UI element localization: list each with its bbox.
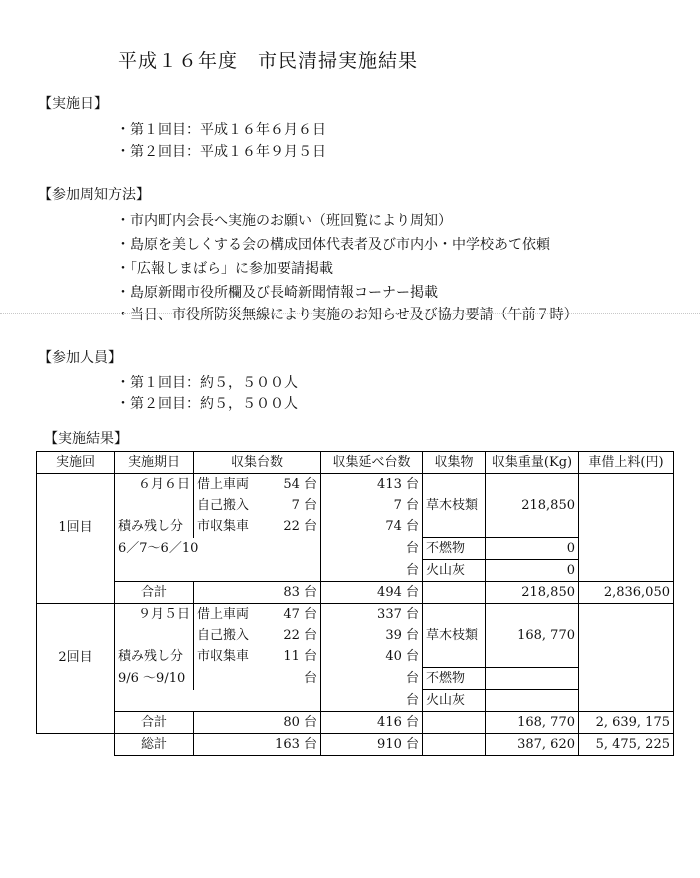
round2-date: ９月５日 [115,604,194,626]
table-cell: 2, 639, 175 [579,712,674,734]
page-title: 平成１６年度 市民清掃実施結果 [118,50,419,72]
table-cell: 74 台 [321,516,423,538]
table-cell: 40 台 [321,646,423,668]
table-cell [115,690,321,712]
table-cell [37,734,115,756]
table-row [37,495,674,516]
round2-label: 2回目 [37,604,115,712]
table-cell: 不燃物 [423,538,486,560]
round1-date: ６月６日 [115,474,194,496]
table-cell [423,604,486,626]
table-cell: 22 台 [261,516,321,538]
round1-leftover-label: 積み残し分 [115,516,194,538]
header-date: 実施期日 [115,452,194,474]
round1-subtotal-label: 合計 [115,582,194,604]
table-cell: 0 [486,538,579,560]
table-cell: 草木枝類 [423,625,486,646]
round1-leftover-range: 6／7～6／10 [115,538,321,560]
results-table [36,451,674,756]
table-cell: 台 [321,538,423,560]
table-cell: 借上車両 [197,607,250,622]
table-cell: 413 台 [321,474,423,496]
table-cell: 火山灰 [423,560,486,582]
table-cell: 台 [261,668,321,690]
notice-item-5: ・当日、市役所防災無線により実施のお知らせ及び協力要請（午前７時） [116,307,578,323]
table-cell: 494 台 [321,582,423,604]
notice-item-3: ・「広報しまばら」に参加要請掲載 [116,261,333,277]
table-cell: 47 台 [261,604,321,626]
table-cell: 0 [486,560,579,582]
table-cell: 5, 475, 225 [579,734,674,756]
grand-total-row [37,734,674,756]
header-collected-items: 収集物 [423,452,486,474]
table-header-row [37,452,674,474]
table-cell [423,646,486,668]
table-cell: 自己搬入 [197,498,250,513]
grand-total-label: 総計 [115,734,194,756]
dates-heading: 【実施日】 [38,96,108,112]
subtotal-row [37,582,674,604]
table-cell: 54 台 [261,474,321,496]
table-cell: 借上車両 [197,477,250,492]
notice-item-4: ・島原新聞市役所欄及び長崎新聞情報コーナー掲載 [116,285,438,301]
table-row [37,474,674,496]
table-cell [115,625,194,646]
table-cell: 218,850 [486,582,579,604]
table-cell [486,474,579,496]
table-cell: 416 台 [321,712,423,734]
table-cell [115,560,321,582]
round1-fee-blank [579,474,674,582]
header-fee: 車借上料(円) [579,452,674,474]
date-item-2: ・第２回目：平成１６年９月５日 [116,144,326,160]
round2-subtotal-label: 合計 [115,712,194,734]
table-cell: 市収集車 [197,519,250,535]
table-cell: 387, 620 [486,734,579,756]
table-cell [115,495,194,516]
table-row [37,538,674,560]
table-cell: 火山灰 [423,690,486,712]
people-item-2: ・第２回目：約５，５００人 [116,396,298,412]
round2-leftover-range: 9/6 ～9/10 [115,668,194,690]
table-row [37,646,674,668]
table-row [37,625,674,646]
table-cell: 11 台 [261,646,321,668]
table-row [37,690,674,712]
table-cell: 台 [321,690,423,712]
table-cell [486,690,579,712]
notice-item-2: ・島原を美しくする会の構成団体代表者及び市内小・中学校あて依頼 [116,237,550,253]
notice-heading: 【参加周知方法】 [38,187,150,203]
table-cell: 22 台 [261,625,321,646]
table-row [37,516,674,538]
table-cell: 自己搬入 [197,628,250,643]
table-cell [486,604,579,626]
table-cell [37,582,115,604]
date-item-1: ・第１回目：平成１６年６月６日 [116,122,326,138]
table-cell: 39 台 [321,625,423,646]
table-cell: 218,850 [486,495,579,516]
table-cell [486,668,579,690]
table-cell: 不燃物 [423,668,486,690]
table-cell [423,712,486,734]
table-cell [194,582,261,604]
header-weight: 収集重量(Kg) [486,452,579,474]
subtotal-row [37,712,674,734]
header-round: 実施回 [37,452,115,474]
table-cell: 80 台 [261,712,321,734]
table-cell: 168, 770 [486,625,579,646]
results-heading: 【実施結果】 [44,431,128,447]
header-vehicle-count: 収集台数 [194,452,321,474]
table-row [37,560,674,582]
header-total-trips: 収集延べ台数 [321,452,423,474]
table-cell: 7 台 [321,495,423,516]
notice-item-1: ・市内町内会長へ実施のお願い（班回覧により周知） [116,213,452,229]
table-cell [423,582,486,604]
table-cell: 草木枝類 [423,495,486,516]
table-cell [486,646,579,668]
table-cell [194,734,261,756]
table-cell: 市収集車 [197,649,250,665]
table-cell [423,516,486,538]
table-cell: 168, 770 [486,712,579,734]
table-row [37,668,674,690]
table-cell [37,712,115,734]
table-cell [486,516,579,538]
table-cell: 337 台 [321,604,423,626]
table-cell: 2,836,050 [579,582,674,604]
round2-fee-blank [579,604,674,712]
table-cell: 7 台 [261,495,321,516]
table-cell [423,474,486,496]
table-cell [194,712,261,734]
people-heading: 【参加人員】 [38,350,122,366]
table-cell [423,734,486,756]
table-row [37,604,674,626]
table-cell: 163 台 [261,734,321,756]
table-cell [194,668,261,690]
table-cell: 台 [321,668,423,690]
table-cell: 910 台 [321,734,423,756]
people-item-1: ・第１回目：約５，５００人 [116,375,298,391]
table-cell: 83 台 [261,582,321,604]
scan-line [0,313,700,314]
table-cell: 台 [321,560,423,582]
round2-leftover-label: 積み残し分 [115,646,194,668]
round1-label: 1回目 [37,474,115,582]
